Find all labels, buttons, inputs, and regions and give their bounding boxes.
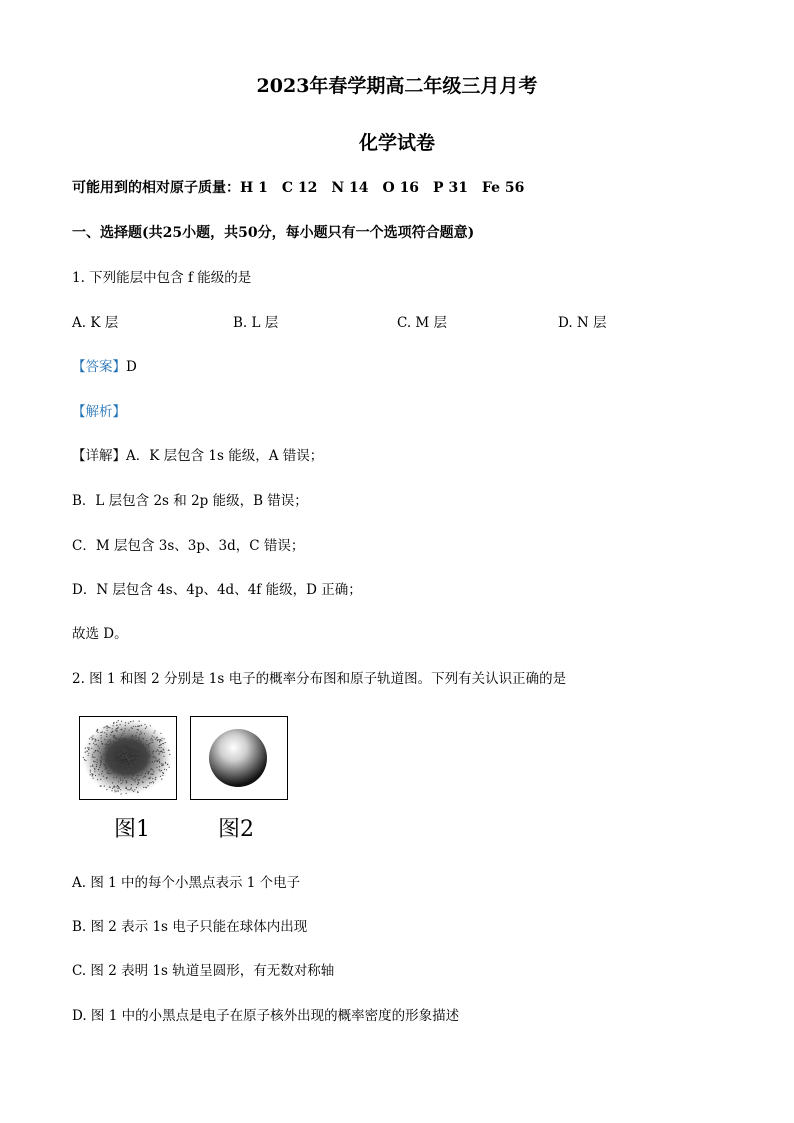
answer-tag: 【答案】 xyxy=(72,359,126,375)
q2-option-d: D. 图 1 中的小黑点是电子在原子核外出现的概率密度的形象描述 xyxy=(72,1008,460,1024)
detail-text: A．K 层包含 1s 能级，A 错误； xyxy=(126,448,324,464)
q2-option-c: C. 图 2 表明 1s 轨道呈圆形，有无数对称轴 xyxy=(72,963,335,979)
figure-2-label: 图2 xyxy=(218,817,254,842)
q1-detail-line-5: 故选 D。 xyxy=(72,626,128,642)
q1-answer-line xyxy=(72,355,137,375)
q1-detail-line-1 xyxy=(72,444,323,464)
q1-detail-line-2: B．L 层包含 2s 和 2p 能级，B 错误； xyxy=(72,493,308,509)
q1-option-b: B. L 层 xyxy=(233,315,279,331)
exam-subtitle: 化学试卷 xyxy=(358,132,435,154)
question-1-stem: 1. 下列能层中包含 f 能级的是 xyxy=(72,270,252,286)
detail-tag: 【详解】 xyxy=(72,448,126,464)
section-heading: 一、选择题(共25小题，共50分，每小题只有一个选项符合题意) xyxy=(72,225,475,241)
q1-detail-line-3: C．M 层包含 3s、3p、3d，C 错误； xyxy=(72,538,305,554)
exam-title: 2023年春学期高二年级三月月考 xyxy=(256,75,538,97)
q2-option-a: A. 图 1 中的每个小黑点表示 1 个电子 xyxy=(72,875,301,891)
analysis-tag: 【解析】 xyxy=(72,404,126,420)
figure-2-orbital-sphere xyxy=(190,716,288,800)
q1-detail-line-4: D．N 层包含 4s、4p、4d、4f 能级，D 正确； xyxy=(72,582,362,598)
q2-option-b: B. 图 2 表示 1s 电子只能在球体内出现 xyxy=(72,919,308,935)
sphere-image xyxy=(191,717,286,798)
q1-option-a: A. K 层 xyxy=(72,315,119,331)
electron-cloud-image xyxy=(80,717,175,798)
answer-value: D xyxy=(126,359,137,375)
figure-1-probability-cloud xyxy=(79,716,177,800)
q1-option-d: D. N 层 xyxy=(558,315,607,331)
q1-option-c: C. M 层 xyxy=(397,315,448,331)
question-2-stem: 2. 图 1 和图 2 分别是 1s 电子的概率分布图和原子轨道图。下列有关认识正确的是 xyxy=(72,671,567,687)
atomic-masses-note: 可能用到的相对原子质量：H 1 C 12 N 14 O 16 P 31 Fe 56 xyxy=(72,180,525,196)
figure-1-label: 图1 xyxy=(114,817,150,842)
